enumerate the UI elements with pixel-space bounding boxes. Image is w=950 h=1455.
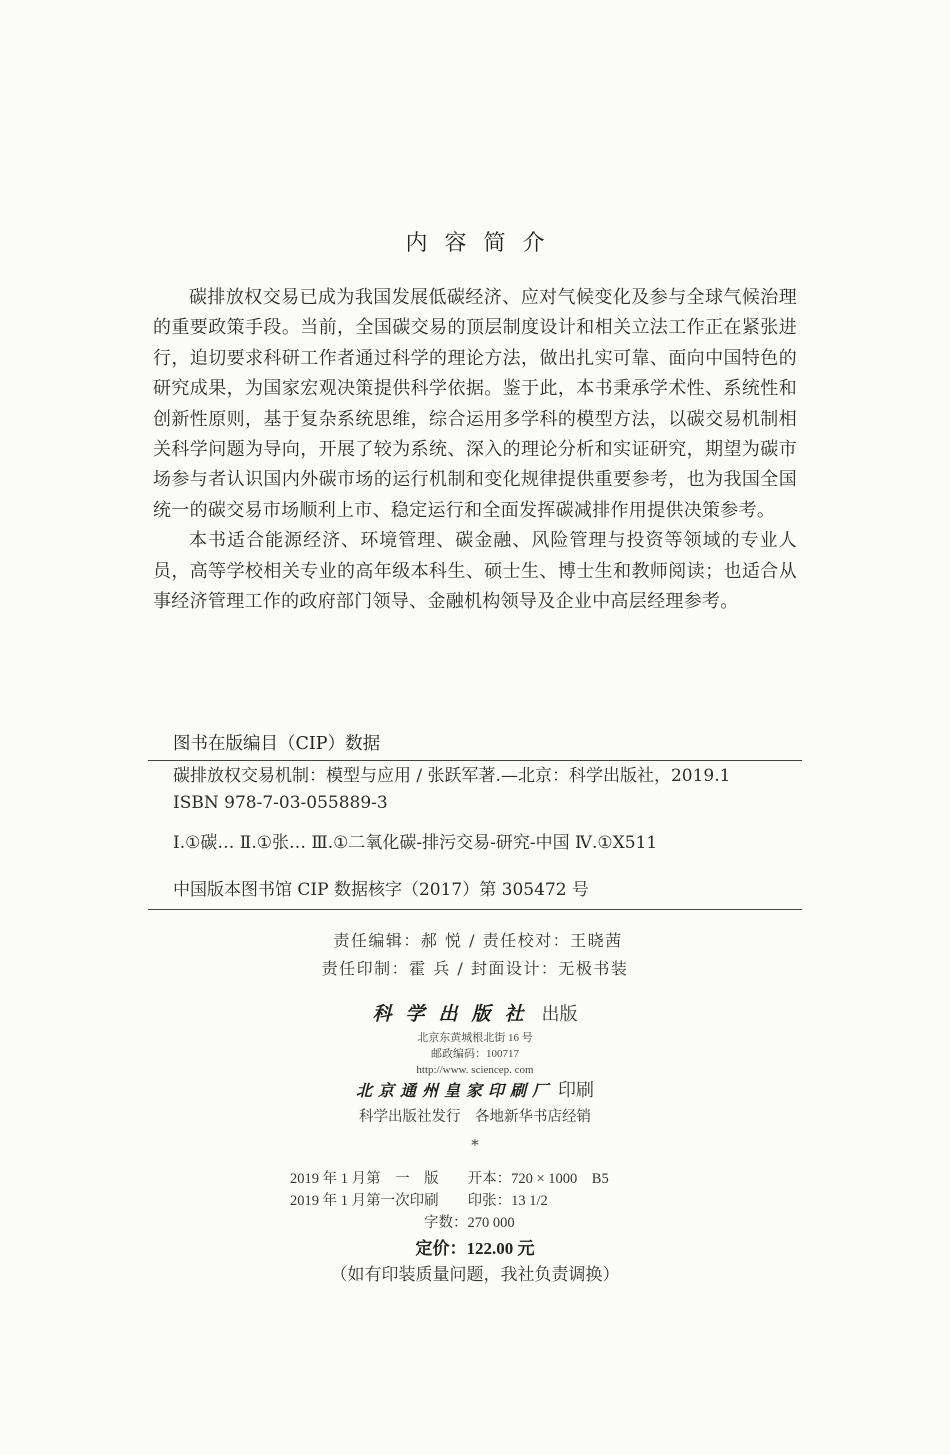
publisher-name: 科学出版社	[372, 1003, 538, 1025]
printer-name: 北京通州皇家印刷厂	[355, 1081, 554, 1100]
editor-credits: 责任编辑：郝 悦 / 责任校对：王晓茜	[333, 931, 623, 950]
production-credits: 责任印制：霍 兵 / 封面设计：无极书装	[321, 959, 629, 978]
publisher-website: http://www. sciencep. com	[416, 1064, 534, 1076]
printer-role: 印刷	[558, 1080, 594, 1101]
return-note: （如有印装质量问题，我社负责调换）	[330, 1265, 620, 1285]
printing-line: 2019 年 1 月第一次印刷 印张：13 1/2	[290, 1193, 548, 1209]
cip-classification: Ⅰ.①碳… Ⅱ.①张… Ⅲ.①二氧化碳-排污交易-研究-中国 Ⅳ.①X511	[173, 833, 658, 853]
summary-paragraph-2: 本书适合能源经济、环境管理、碳金融、风险管理与投资等领域的专业人员，高等学校相关专业的高年级本科生、硕士生、博士生和教师阅读；也适合从事经济管理工作的政府部门领导、金融机构领导及企业中高层经理参考。	[153, 530, 797, 613]
edition-line: 2019 年 1 月第 一 版 开本：720 × 1000 B5	[290, 1171, 609, 1187]
price: 定价：122.00 元	[415, 1239, 535, 1258]
summary-title: 内容简介	[405, 231, 562, 256]
publisher-line	[0, 999, 950, 1030]
printer-line	[0, 1076, 950, 1106]
cip-top-rule	[148, 760, 802, 761]
summary-paragraph-1: 碳排放权交易已成为我国发展低碳经济、应对气候变化及参与全球气候治理的重要政策手段。当前，全国碳交易的顶层制度设计和相关立法工作正在紧张进行，迫切要求科研工作者通过科学的理论方法，做出扎实可靠、面向中国特色的研究成果，为国家宏观决策提供科学依据。鉴于此，本书秉承学术性、系统性和创新性原则，基于复杂系统思维，综合运用多学科的模型方法，以碳交易机制相关科学问题为导向，开展了较为系统、深入的理论分析和实证研究，期望为碳市场参与者认识国内外碳市场的运行机制和变化规律提供重要参考，也为我国全国统一的碳交易市场顺利上市、稳定运行和全面发挥碳减排作用提供决策参考。	[153, 287, 797, 521]
publisher-postcode: 邮政编码：100717	[431, 1048, 519, 1060]
asterisk-separator: *	[471, 1136, 479, 1154]
cip-bibliographic-line: 碳排放权交易机制：模型与应用 / 张跃军著.—北京：科学出版社，2019.1	[173, 766, 731, 786]
publisher-address: 北京东黄城根北街 16 号	[417, 1032, 533, 1044]
word-count: 字数：270 000	[424, 1215, 515, 1231]
distribution-line: 科学出版社发行 各地新华书店经销	[359, 1109, 591, 1125]
cip-isbn: ISBN 978-7-03-055889-3	[173, 793, 388, 813]
cip-approval-number: 中国版本图书馆 CIP 数据核字（2017）第 305472 号	[173, 880, 589, 900]
summary-body	[153, 283, 797, 617]
cip-title: 图书在版编目（CIP）数据	[173, 734, 381, 754]
cip-bottom-rule	[148, 909, 802, 910]
publisher-role: 出版	[541, 1004, 578, 1025]
